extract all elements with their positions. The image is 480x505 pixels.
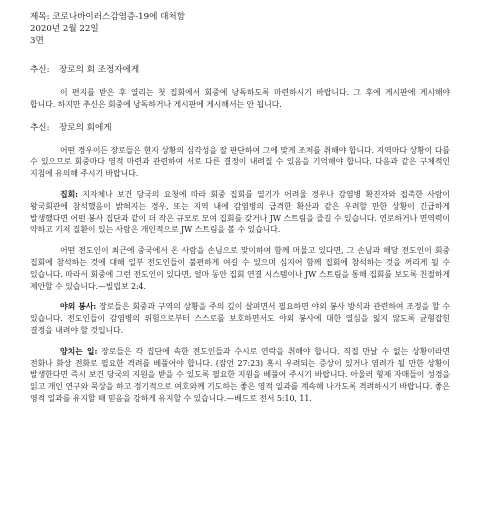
- paragraph-guests: 어떤 전도인이 최근에 중국에서 온 사람을 손님으로 맞이하여 함께 머물고 있다면, 그 손님과 해당 전도인이 회중 집회에 참석하는 것에 대해 일부 전도인들이 불편하게 여길 수 있으며 심지어 함께 집회에 참석하는 것을 꺼리게 될 수 있습니다. 따라서 회중에 그런 전도인이 있다면, 얼마 동안 집회 연결 시스템이나 JW 스트림을 통해 집회를 보도록 친절하게 제안할 수 있습니다.—빌립보 2:4.: [30, 246, 450, 291]
- letter-date: 2020년 2월 22일: [30, 24, 99, 34]
- postscript-address-elders: [30, 122, 450, 134]
- paragraph-general-guidance: 어떤 경우이든 장로들은 현지 상황의 심각성을 잘 판단하여 그에 맞게 조처를 취해야 합니다. 지역마다 상황이 다를 수 있으므로 회중마다 영적 마련과 관련하여 서로 다른 결정이 내려질 수 있음을 기억해야 합니다. 다음과 같은 구체적인 지침에 유의해 주시기 바랍니다.: [30, 145, 450, 179]
- paragraph-text: 장로들은 각 집단에 속한 전도인들과 수시로 연락을 취해야 합니다. 직접 만날 수 없는 상황이라면 전화나 화상 전화로 필요한 격려를 베풀어야 합니다. (잠언 27:23) 혹시 우려되는 증상이 있거나 염려가 될 만한 상황이 발생한다면 즉시 보건 당국의 지원을 받을 수 있도록 필요한 지원을 베풀어 주시기 바랍니다. 아울러 형제 자매들이 성경을 읽고 개인 연구와 묵상을 하고 정기적으로 여호와께 기도하는 좋은 영적 일과를 계속해 나가도록 격려하시기 바랍니다. 좋은 영적 일과를 유지할 때 믿음을 강하게 유지할 수 있습니다.—베드로 전서 5:10, 11.: [30, 346, 450, 403]
- section-heading-meetings: 집회:: [60, 189, 79, 199]
- postscript-label: 추신:: [30, 65, 50, 75]
- letter-page-count: 3면: [30, 36, 44, 46]
- postscript-address-coordinator: [30, 64, 450, 76]
- postscript-recipient: 장로의 회에게: [59, 122, 112, 133]
- paragraph-shepherding: [30, 346, 450, 405]
- paragraph-field-service: [30, 301, 450, 336]
- postscript-recipient: 장로의 회 조정자에게: [59, 65, 140, 75]
- letter-subject: 제목: 코로나바이러스감염증-19에 대처함: [30, 12, 186, 22]
- postscript-label: 추신:: [30, 122, 50, 133]
- paragraph-text: 장로들은 회중과 구역의 상황을 주의 깊이 살펴면서 필요하면 야외 봉사 방식과 관련하여 조정을 할 수 있습니다. 전도인들이 감염병의 위험으로부터 스스로를 보호하면서도 야외 봉사에 대한 열심을 잃지 않도록 균형잡힌 결정을 내려야 할 것입니다.: [30, 302, 450, 335]
- paragraph-meetings: [30, 189, 450, 236]
- paragraph-reading-instructions: 이 편지를 받은 후 열리는 첫 집회에서 회중에 낭독하도록 마련하시기 바랍니다. 그 후에 게시판에 게시해야 합니다. 하지만 추신은 회중에 낭독하거나 게시판에 게시해서는 안 됩니다.: [30, 88, 450, 109]
- section-heading-shepherding: 양치는 일:: [60, 346, 98, 356]
- paragraph-text: 지자체나 보건 당국의 요청에 따라 회중 집회를 열기가 어려울 경우나 감염병 확진자와 접촉한 사람이 왕국회관에 참석했음이 밝혀지는 경우, 또는 지역 내에 감염병의 급격한 확산과 같은 우려할 만한 상황이 긴급하게 발생했다면 어떤 봉사 집단과 같이 더 작은 규모로 모여 집회를 갖거나 JW 스트림을 즐길 수 있습니다. 연로하거나 면역력이 약하고 기저 질환이 있는 사람은 개인적으로 JW 스트림을 볼 수 있습니다.: [30, 189, 450, 235]
- section-heading-field-service: 야외 봉사:: [60, 302, 97, 312]
